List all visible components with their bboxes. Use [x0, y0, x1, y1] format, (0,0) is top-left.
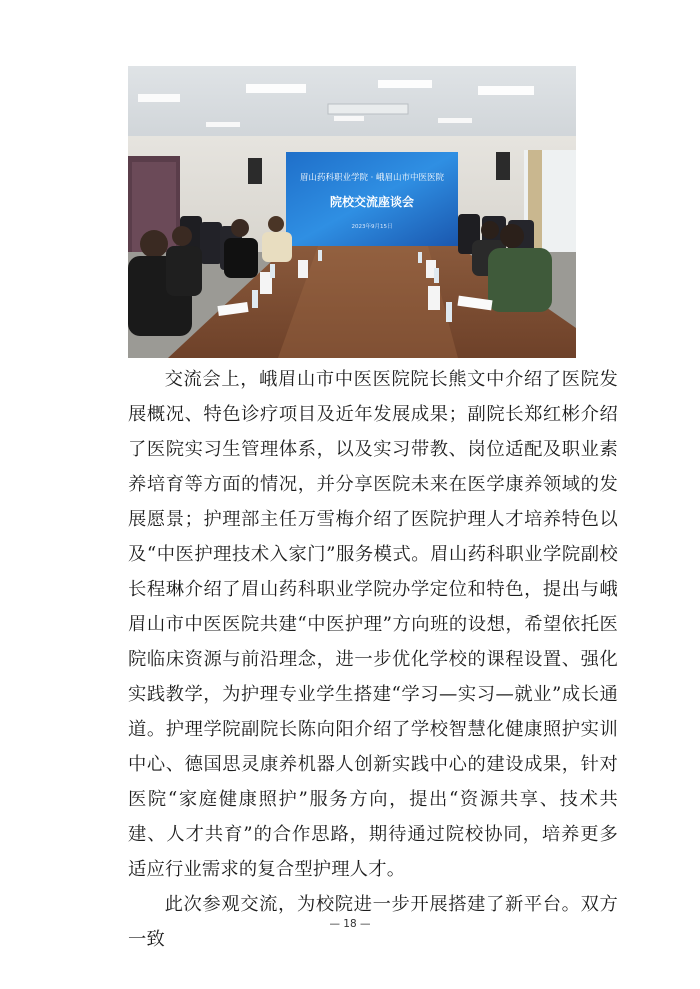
- article-body: [128, 362, 618, 957]
- screen-date: 2023年9月15日: [351, 224, 393, 230]
- paragraph: 交流会上，峨眉山市中医医院院长熊文中介绍了医院发展概况、特色诊疗项目及近年发展成果；副院长郑红彬介绍了医院实习生管理体系，以及实习带教、岗位适配及职业素养培育等方面的情况，并分享医院未来在医学康养领域的发展愿景；护理部主任万雪梅介绍了医院护理人才培养特色以及“中医护理技术入家门”服务模式。眉山药科职业学院副校长程琳介绍了眉山药科职业学院办学定位和特色，提出与峨眉山市中医医院共建“中医护理”方向班的设想，希望依托医院临床资源与前沿理念，进一步优化学校的课程设置、强化实践教学，为护理专业学生搭建“学习—实习—就业”成长通道。护理学院副院长陈向阳介绍了学校智慧化健康照护实训中心、德国思灵康养机器人创新实践中心的建设成果，针对医院“家庭健康照护”服务方向，提出“资源共享、技术共建、人才共育”的合作思路，期待通过院校协同，培养更多适应行业需求的复合型护理人才。: [128, 369, 618, 880]
- meeting-photo: [128, 66, 576, 358]
- screen-title-line1: 眉山药科职业学院 · 峨眉山市中医医院: [299, 173, 445, 183]
- meeting-photo-illustration: [128, 66, 576, 358]
- paragraph: 此次参观交流，为校院进一步开展搭建了新平台。双方一致: [128, 894, 618, 950]
- screen-title-line2: 院校交流座谈会: [329, 195, 415, 209]
- page-number: — 18 —: [329, 918, 371, 930]
